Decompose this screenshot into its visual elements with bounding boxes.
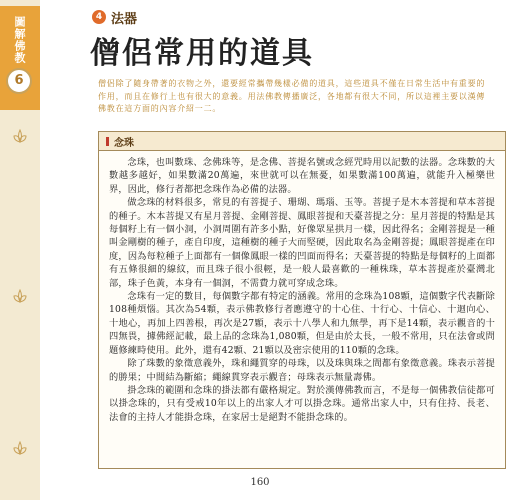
section-number-badge: 4 — [92, 10, 106, 24]
article-paragraph: 念珠，也叫數珠、念佛珠等，是念佛、菩提名號或念經咒時用以記數的法器。念珠數的大數越多越好，如果數滿20萬遍，來世就可以在無憂，如果數滿100萬遍，就能升入極樂世界，因此，修行者都把念珠作為必備的法器。 — [109, 157, 495, 195]
article-box — [98, 131, 506, 469]
lotus-icon — [12, 128, 28, 144]
article-paragraph: 做念珠的材料很多，常見的有菩提子、珊瑚、瑪瑙、玉等。菩提子是木本菩提和草本菩提的種子。木本菩提又有星月菩提、金剛菩提、鳳眼菩提和天臺菩提之分：星月菩提的特點是其每個籽上有一個小洞，小洞周圍有許多小點，好像眾星拱月一樣，因此得名；金剛菩提是一種叫金剛樹的種子，產自印度，這種樹的種子大而堅硬，因此取名為金剛菩提；鳳眼菩提產在印度，因為每粒種子上面都有一個像鳳眼一樣的凹面而得名；天臺菩提的特點是每個籽的上面都有五條很細的線紋，而且珠子很小很輕，是一般人最喜歡的一種株珠，草本菩提產於臺灣北部，珠子色黃，本身有一個洞，不需費力就可穿成念珠。 — [109, 197, 495, 289]
book-title-tab — [0, 6, 40, 110]
article-paragraph: 念珠有一定的數目，每個數字都有特定的涵義。常用的念珠為108顆，這個數字代表斷除108種煩惱。其次為54顆，表示佛教修行者應遵守的十心住、十行心、十信心、十迴向心、十地心，再加上四善根，再次是27顆，表示十八學人和九無學，再下是14顆，表示觀音的十四無畏，據佛經記載，最上品的念珠為1,080顆，但是由於太長，一般不常用，只在法會或問題修練時使用。此外，還有42顆、21顆以及密宗使用的110顆的念珠。 — [109, 291, 495, 356]
heading-marker — [106, 137, 109, 146]
book-title: 圖解佛教 — [13, 16, 26, 64]
article-header — [99, 132, 505, 151]
lotus-icon — [12, 288, 28, 304]
article-body — [109, 156, 495, 424]
section-label-row — [92, 9, 137, 25]
article-paragraph: 除了珠數的象徵意義外，珠和繩質穿的母珠，以及珠與珠之間都有象徵意義。珠表示菩提的勝果；中間結為斷縮；繩線貫穿表示觀音；母珠表示無量壽佛。 — [109, 358, 495, 383]
page-title: 僧侶常用的道具 — [90, 36, 314, 71]
side-margin — [0, 0, 40, 500]
chapter-number-badge: 6 — [6, 68, 32, 94]
section-label: 法器 — [111, 11, 138, 27]
lotus-icon — [12, 440, 28, 456]
article-paragraph: 掛念珠的範圍和念珠的掛法都有嚴格規定。對於漢傳佛教而言，不是每一個佛教信徒都可以掛念珠的，只有受戒10年以上的出家人才可以掛念珠。通常出家人中，只有住持、長老、法會的主持人才能掛念珠，在家居士是絕對不能掛念珠的。 — [109, 384, 495, 423]
page-number: 160 — [250, 477, 270, 488]
intro-paragraph: 僧侶除了隨身帶著的衣物之外，還要經常攜帶幾樣必備的道具，這些道具不僅在日常生活中有重要的作用，而且在修行上也有很大的意義。用法佛教傳播廣泛，各地都有很大不同，所以這裡主要以漢傳佛教在這方面的內容介紹一二。 — [98, 79, 486, 113]
article-heading: 念珠 — [114, 138, 134, 149]
